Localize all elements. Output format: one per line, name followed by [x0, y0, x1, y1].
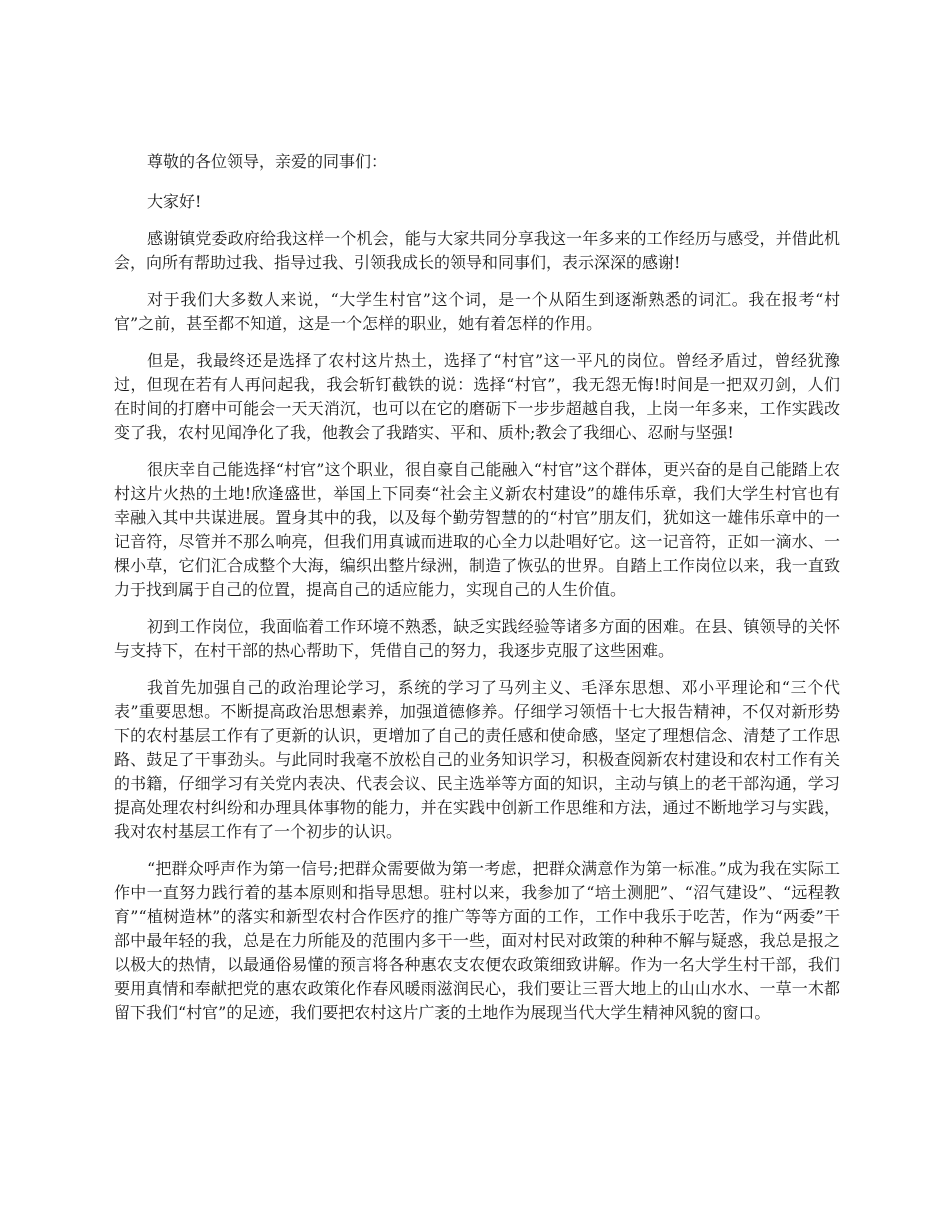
paragraph-study: 我首先加强自己的政治理论学习，系统的学习了马列主义、毛泽东思想、邓小平理论和“三个代表”重要思想。不断提高政治思想素养，加强道德修养。仔细学习领悟十七大报告精神，不仅对新形势下的农村基层工作有了更新的认识，更增加了自己的责任感和使命感，坚定了理想信念、清楚了工作思路、鼓足了干事劲头。与此同时我毫不放松自己的业务知识学习，积极查阅新农村建设和农村工作有关的书籍，仔细学习有关党内表决、代表会议、民主选举等方面的知识，主动与镇上的老干部沟通，学习提高处理农村纠纷和办理具体事物的能力，并在实践中创新工作思维和方法，通过不断地学习与实践，我对农村基层工作有了一个初步的认识。 [114, 678, 840, 841]
paragraph-choice: 但是，我最终还是选择了农村这片热土，选择了“村官”这一平凡的岗位。曾经矛盾过，曾经犹豫过，但现在若有人再问起我，我会斩钉截铁的说：选择“村官”，我无怨无悔!时间是一把双刃剑，人们在时间的打磨中可能会一天天消沉，也可以在它的磨砺下一步步超越自我，上岗一年多来，工作实践改变了我，农村见闻净化了我，他教会了我踏实、平和、质朴;教会了我细心、忍耐与坚强! [114, 351, 840, 442]
paragraph-difficulties: 初到工作岗位，我面临着工作环境不熟悉，缺乏实践经验等诸多方面的困难。在县、镇领导的关怀与支持下，在村干部的热心帮助下，凭借自己的努力，我逐步克服了这些困难。 [114, 617, 840, 660]
paragraph-pride: 很庆幸自己能选择“村官”这个职业，很自豪自己能融入“村官”这个群体，更兴奋的是自己能踏上农村这片火热的土地!欣逢盛世，举国上下同奏“社会主义新农村建设”的雄伟乐章，我们大学生村官也有幸融入其中共谋进展。置身其中的我，以及每个勤劳智慧的的“村官”朋友们，犹如这一雄伟乐章中的一记音符，尽管并不那么响亮，但我们用真诚而进取的心全力以赴唱好它。这一记音符，正如一滴水、一棵小草，它们汇合成整个大海，编织出整片绿洲，制造了恢弘的世界。自踏上工作岗位以来，我一直致力于找到属于自己的位置，提高自己的适应能力，实现自己的人生价值。 [114, 460, 840, 599]
paragraph-village-official-term: 对于我们大多数人来说，“大学生村官”这个词，是一个从陌生到逐渐熟悉的词汇。我在报考“村官”之前，甚至都不知道，这是一个怎样的职业，她有着怎样的作用。 [114, 290, 840, 333]
salutation: 尊敬的各位领导，亲爱的同事们： [147, 152, 388, 171]
greeting: 大家好! [147, 192, 202, 211]
paragraph-principles: “把群众呼声作为第一信号;把群众需要做为第一考虑，把群众满意作为第一标准。”成为我在实际工作中一直努力践行着的基本原则和指导思想。驻村以来，我参加了“培土测肥”、“沼气建设”、“远程教育”“植树造林”的落实和新型农村合作医疗的推广等等方面的工作，工作中我乐于吃苦，作为“两委”干部中最年轻的我，总是在力所能及的范围内多干一些，面对村民对政策的种种不解与疑惑，我总是报之以极大的热情，以最通俗易懂的预言将各种惠农支农便农政策细致讲解。作为一名大学生村干部，我们要用真情和奉献把党的惠农政策化作春风暖雨滋润民心，我们要让三晋大地上的山山水水、一草一木都留下我们“村官”的足迹，我们要把农村这片广袤的土地作为展现当代大学生精神风貌的窗口。 [114, 859, 840, 1022]
paragraph-thanks: 感谢镇党委政府给我这样一个机会，能与大家共同分享我这一年多来的工作经历与感受，并借此机会，向所有帮助过我、指导过我、引领我成长的领导和同事们，表示深深的感谢! [114, 229, 840, 272]
document-body [114, 150, 840, 1038]
